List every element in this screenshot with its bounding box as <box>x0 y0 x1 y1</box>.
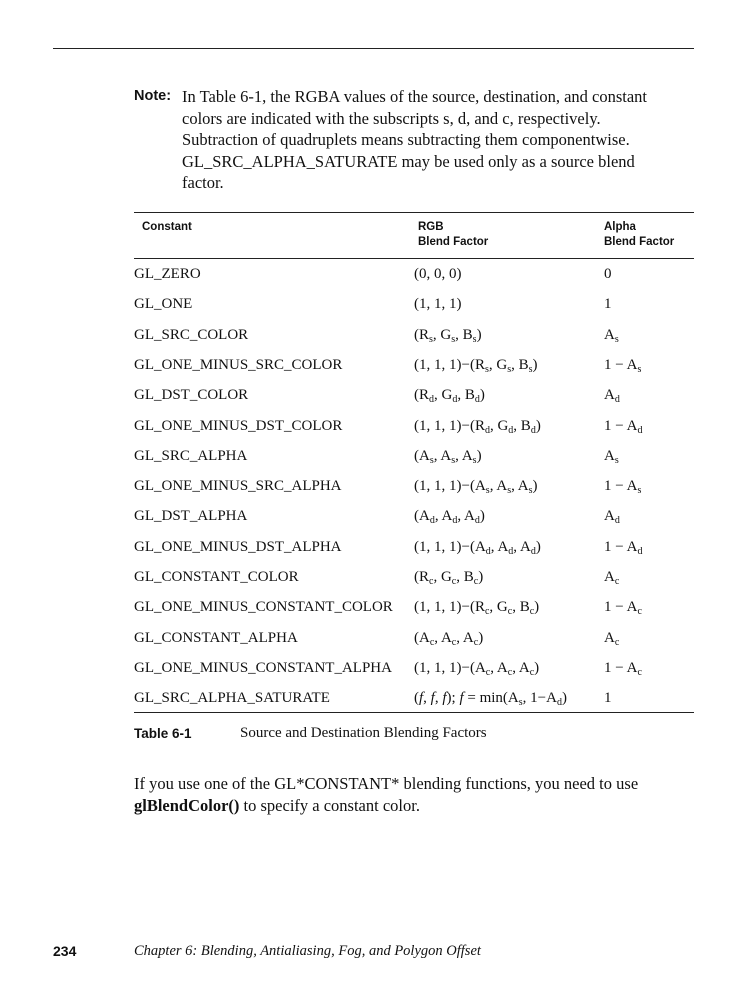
cell-rgb-factor: (1, 1, $1)-(R_s$, $G_s$, $B_s$) <box>414 356 538 375</box>
note-block <box>134 86 674 194</box>
chapter-title: Chapter 6: Blending, Antialiasing, Fog, and Polygon Offset <box>134 943 481 959</box>
cell-constant: GL_CONSTANT_ALPHA <box>134 629 298 646</box>
cell-alpha-factor: $1 - A_d$ <box>604 417 643 436</box>
paragraph-text-before: If you use one of the GL*CONSTANT* blending functions, you need to use <box>134 774 639 793</box>
note-label: Note: <box>134 88 172 104</box>
cell-rgb-factor: (0, 0, 0) <box>414 266 462 282</box>
cell-constant: GL_ONE <box>134 296 193 313</box>
cell-rgb-factor: (1, 1, $1)-(R_c$, $G_c$, $B_c$) <box>414 599 540 618</box>
cell-rgb-factor: ($R_d$, $G_d$, $B_d$) <box>414 387 485 406</box>
cell-alpha-factor: $A_c$ <box>604 569 620 587</box>
cell-constant: GL_SRC_ALPHA <box>134 447 248 464</box>
table-row <box>134 569 694 599</box>
table-row <box>134 266 694 296</box>
function-name: glBlendColor() <box>134 796 240 815</box>
header-rgb-line2: Blend Factor <box>418 236 489 248</box>
cell-rgb-factor: ($R_c$, $G_c$, $B_c$) <box>414 569 484 587</box>
cell-rgb-factor: (1, 1, $1)-(R_d$, $G_d$, $B_d$) <box>414 417 541 436</box>
table-row <box>134 478 694 508</box>
cell-rgb-factor: ($A_s$, $A_s$, $A_s$) <box>414 447 482 466</box>
cell-rgb-factor: ($A_c$, $A_c$, $A_c$) <box>414 629 484 648</box>
table-header-rule <box>134 258 694 259</box>
table-top-rule <box>134 212 694 213</box>
top-rule <box>53 48 694 49</box>
cell-rgb-factor: ($R_s$, $G_s$, $B_s$) <box>414 326 482 345</box>
header-alpha <box>604 220 674 250</box>
cell-alpha-factor: $1 - A_c$ <box>604 599 642 618</box>
cell-constant: GL_ONE_MINUS_SRC_COLOR <box>134 356 343 373</box>
cell-alpha-factor: $A_d$ <box>604 387 620 406</box>
cell-rgb-factor: (1, 1, 1) <box>414 296 462 313</box>
cell-alpha-factor: $A_c$ <box>604 629 620 648</box>
cell-constant: GL_ONE_MINUS_CONSTANT_COLOR <box>134 599 393 616</box>
cell-rgb-factor: (1, 1, $1)-(A_s$, $A_s$, $A_s$) <box>414 478 538 497</box>
cell-constant: GL_ONE_MINUS_SRC_ALPHA <box>134 478 342 495</box>
cell-alpha-factor: 1 <box>604 690 612 707</box>
cell-alpha-factor: $1 - A_s$ <box>604 478 642 497</box>
cell-alpha-factor: $A_s$ <box>604 447 619 466</box>
body-paragraph <box>134 773 694 817</box>
header-alpha-line2: Blend Factor <box>604 236 675 248</box>
cell-alpha-factor: $1 - A_c$ <box>604 659 642 678</box>
table-row <box>134 630 694 660</box>
table-row <box>134 327 694 357</box>
table-row <box>134 508 694 538</box>
table-bottom-rule <box>134 712 694 713</box>
cell-constant: GL_ONE_MINUS_DST_COLOR <box>134 417 343 434</box>
cell-rgb-factor: ($A_d$, $A_d$, $A_d$) <box>414 508 485 527</box>
cell-alpha-factor: 0 <box>604 266 612 282</box>
table-row <box>134 357 694 387</box>
table-row <box>134 539 694 569</box>
cell-alpha-factor: $A_s$ <box>604 326 619 345</box>
table-row <box>134 690 694 720</box>
paragraph-text-after: to specify a constant color. <box>239 796 420 815</box>
table-row <box>134 296 694 326</box>
cell-constant: GL_CONSTANT_COLOR <box>134 569 299 585</box>
cell-alpha-factor: $1 - A_s$ <box>604 356 642 375</box>
cell-constant: GL_SRC_COLOR <box>134 326 249 343</box>
cell-constant: GL_ONE_MINUS_CONSTANT_ALPHA <box>134 659 392 676</box>
cell-constant: GL_DST_COLOR <box>134 387 249 404</box>
caption-text: Source and Destination Blending Factors <box>240 725 487 741</box>
table-row <box>134 448 694 478</box>
header-rgb <box>418 220 488 250</box>
header-constant: Constant <box>142 221 192 233</box>
cell-rgb-factor: (f, f, f); $f = \min(A_s$, $1-A_d$) <box>414 690 567 709</box>
table-row <box>134 660 694 690</box>
table-row <box>134 599 694 629</box>
cell-rgb-factor: (1, 1, $1)-(A_c$, $A_c$, $A_c$) <box>414 659 540 678</box>
cell-constant: GL_SRC_ALPHA_SATURATE <box>134 690 330 707</box>
header-rgb-line1: RGB <box>418 221 444 233</box>
caption-label: Table 6-1 <box>134 726 192 741</box>
header-alpha-line1: Alpha <box>604 221 636 233</box>
cell-constant: GL_ONE_MINUS_DST_ALPHA <box>134 538 342 555</box>
cell-alpha-factor: $1 - A_d$ <box>604 538 643 557</box>
cell-constant: GL_ZERO <box>134 266 201 282</box>
cell-alpha-factor: 1 <box>604 296 612 313</box>
cell-alpha-factor: $A_d$ <box>604 508 620 527</box>
table-row <box>134 387 694 417</box>
page-number: 234 <box>53 943 77 959</box>
cell-constant: GL_DST_ALPHA <box>134 508 248 525</box>
cell-rgb-factor: (1, 1, $1)-(A_d$, $A_d$, $A_d$) <box>414 538 541 557</box>
table-row <box>134 418 694 448</box>
note-text: In Table 6-1, the RGBA values of the source, destination, and constant colors are indicated with the subscripts s, d, and c, respectively. Subtraction of quadruplets means subtracting them componentwise. GL_SRC_ALPHA_SATURATE may be used only as a source blend factor. <box>182 87 648 192</box>
